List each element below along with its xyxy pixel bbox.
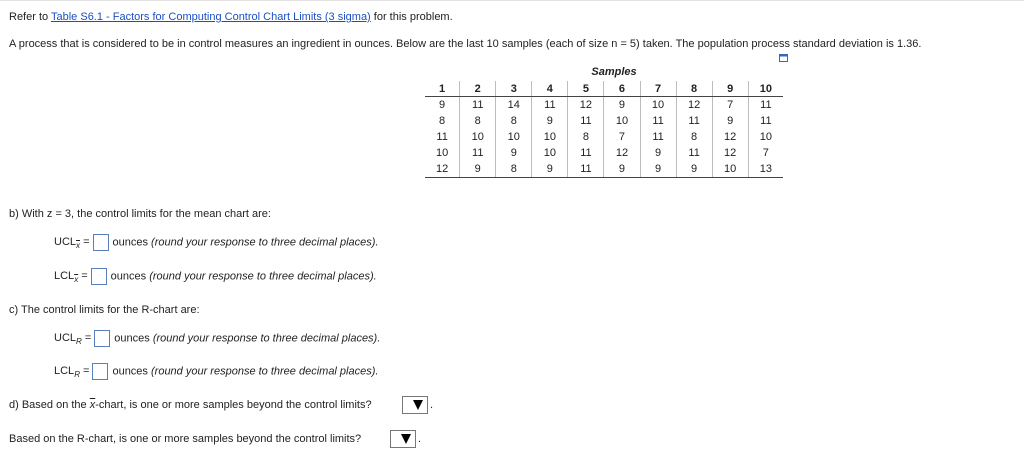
- lcl-xbar-input[interactable]: [91, 268, 107, 285]
- table-cell: 12: [425, 161, 460, 178]
- lcl-xbar-hint: (round your response to three decimal places).: [149, 270, 377, 283]
- lcl-xbar-label: $LCL_{\overline{x}}$ =: [54, 270, 88, 285]
- dropdown-arrow-icon: [413, 400, 423, 410]
- table-cell: 7: [604, 129, 640, 145]
- popup-window-icon[interactable]: [779, 54, 788, 62]
- column-header: 10: [748, 81, 783, 97]
- lcl-xbar-unit: ounces: [110, 270, 147, 283]
- column-header: 4: [532, 81, 568, 97]
- intro-prefix: Refer to: [9, 11, 51, 23]
- table-cell: 11: [748, 113, 783, 129]
- table-cell: 11: [568, 113, 604, 129]
- table-cell: 12: [712, 129, 748, 145]
- table-cell: 10: [496, 129, 532, 145]
- table-cell: 9: [676, 161, 712, 178]
- ucl-xbar-input[interactable]: [93, 234, 109, 251]
- table-cell: 9: [532, 113, 568, 129]
- table-cell: 9: [604, 97, 640, 114]
- r-beyond-limits-dropdown[interactable]: [390, 430, 416, 448]
- column-header: 2: [460, 81, 496, 97]
- table-cell: 11: [676, 113, 712, 129]
- intro-line: [9, 11, 453, 23]
- lcl-r-unit: ounces: [112, 365, 148, 378]
- table-cell: 8: [439, 115, 446, 127]
- table-cell: 10: [460, 129, 496, 145]
- table-cell: 8: [460, 113, 496, 129]
- samples-table: [425, 81, 783, 178]
- table-cell: 10: [604, 113, 640, 129]
- lcl-r-row: [54, 363, 378, 380]
- column-header: 1: [425, 81, 460, 97]
- table-cell: 8: [568, 129, 604, 145]
- table-cell: 9: [640, 161, 676, 178]
- table-cell: 11: [640, 113, 676, 129]
- ucl-r-label: $UCL_R$ =: [54, 332, 92, 347]
- dropdown-arrow-icon: [401, 434, 411, 444]
- table-cell: 10: [640, 97, 676, 114]
- samples-table-title: Samples: [591, 66, 637, 78]
- table-cell: 8: [496, 161, 532, 178]
- table-cell: 11: [460, 145, 496, 161]
- table-cell: 12: [604, 145, 640, 161]
- xbar-beyond-limits-dropdown[interactable]: [402, 396, 428, 414]
- table-cell: 12: [568, 97, 604, 114]
- samples-table-container: [425, 66, 783, 178]
- table-cell: 11: [460, 97, 496, 114]
- table-cell: 11: [532, 97, 568, 114]
- table-row: [425, 129, 783, 145]
- table-cell: 8: [496, 113, 532, 129]
- part-d-xbar-question: d) Based on the $\overline{x}$-chart, is one or more samples beyond the control limits?: [9, 399, 372, 411]
- ucl-r-input[interactable]: [94, 330, 110, 347]
- table-cell: 9: [712, 113, 748, 129]
- column-header: 5: [568, 81, 604, 97]
- table-cell: 14: [496, 97, 532, 114]
- column-header: 9: [712, 81, 748, 97]
- table-cell: 12: [676, 97, 712, 114]
- column-header: 7: [640, 81, 676, 97]
- table-cell: 9: [460, 161, 496, 178]
- ucl-xbar-row: [54, 234, 379, 251]
- table-cell: 13: [748, 161, 783, 178]
- table-cell: 9: [640, 145, 676, 161]
- lcl-xbar-row: [54, 268, 377, 285]
- table-cell: 9: [496, 145, 532, 161]
- part-b-label: b) With z = 3, the control limits for the mean chart are:: [9, 208, 271, 220]
- table-cell: 12: [712, 145, 748, 161]
- table-cell: 8: [676, 129, 712, 145]
- table-cell: 11: [568, 145, 604, 161]
- table-cell: 7: [712, 97, 748, 114]
- table-cell: 10: [435, 147, 449, 159]
- table-cell: 9: [604, 161, 640, 178]
- part-c-label: c) The control limits for the R-chart are:: [9, 304, 200, 316]
- table-cell: 11: [568, 161, 604, 178]
- intro-suffix: for this problem.: [370, 11, 453, 23]
- part-d-r-question: Based on the R-chart, is one or more samples beyond the control limits?: [9, 433, 362, 445]
- ucl-xbar-hint: (round your response to three decimal places).: [151, 236, 379, 249]
- lcl-r-hint: (round your response to three decimal places).: [151, 365, 379, 378]
- column-header: 6: [604, 81, 640, 97]
- table-row: [425, 113, 783, 129]
- period: .: [418, 433, 422, 445]
- period: .: [430, 399, 434, 411]
- table-cell: 10: [532, 129, 568, 145]
- table-body: [425, 97, 783, 178]
- ucl-r-unit: ounces: [114, 332, 150, 345]
- table-row: [425, 161, 783, 178]
- table-cell: 9: [532, 161, 568, 178]
- table-cell: 10: [748, 129, 783, 145]
- ucl-r-row: [54, 330, 380, 347]
- column-header: 3: [496, 81, 532, 97]
- lcl-r-input[interactable]: [92, 363, 108, 380]
- table-cell: 11: [676, 145, 712, 161]
- ucl-xbar-label: $UCL_{\overline{x}}$ =: [54, 236, 90, 251]
- ucl-r-hint: (round your response to three decimal places).: [152, 332, 381, 345]
- table-row: [425, 145, 783, 161]
- table-cell: 11: [436, 131, 448, 143]
- table-header-row: [425, 81, 783, 97]
- table-cell: 11: [748, 97, 783, 114]
- table-cell: 7: [748, 145, 783, 161]
- column-header: 8: [676, 81, 712, 97]
- table-cell: 9: [439, 99, 446, 111]
- ucl-xbar-unit: ounces: [112, 236, 148, 249]
- table-s6-1-link[interactable]: Table S6.1 - Factors for Computing Control Chart Limits (3 sigma): [51, 11, 371, 23]
- top-divider: [0, 0, 1024, 1]
- table-row: [425, 97, 783, 114]
- lcl-r-label: $LCL_R$ =: [54, 365, 90, 380]
- table-cell: 10: [712, 161, 748, 178]
- problem-statement: A process that is considered to be in control measures an ingredient in ounces. Below are the last 10 samples (each of size n = 5) taken. The population process standard deviation is 1.36.: [9, 38, 922, 50]
- table-cell: 10: [532, 145, 568, 161]
- table-cell: 11: [640, 129, 676, 145]
